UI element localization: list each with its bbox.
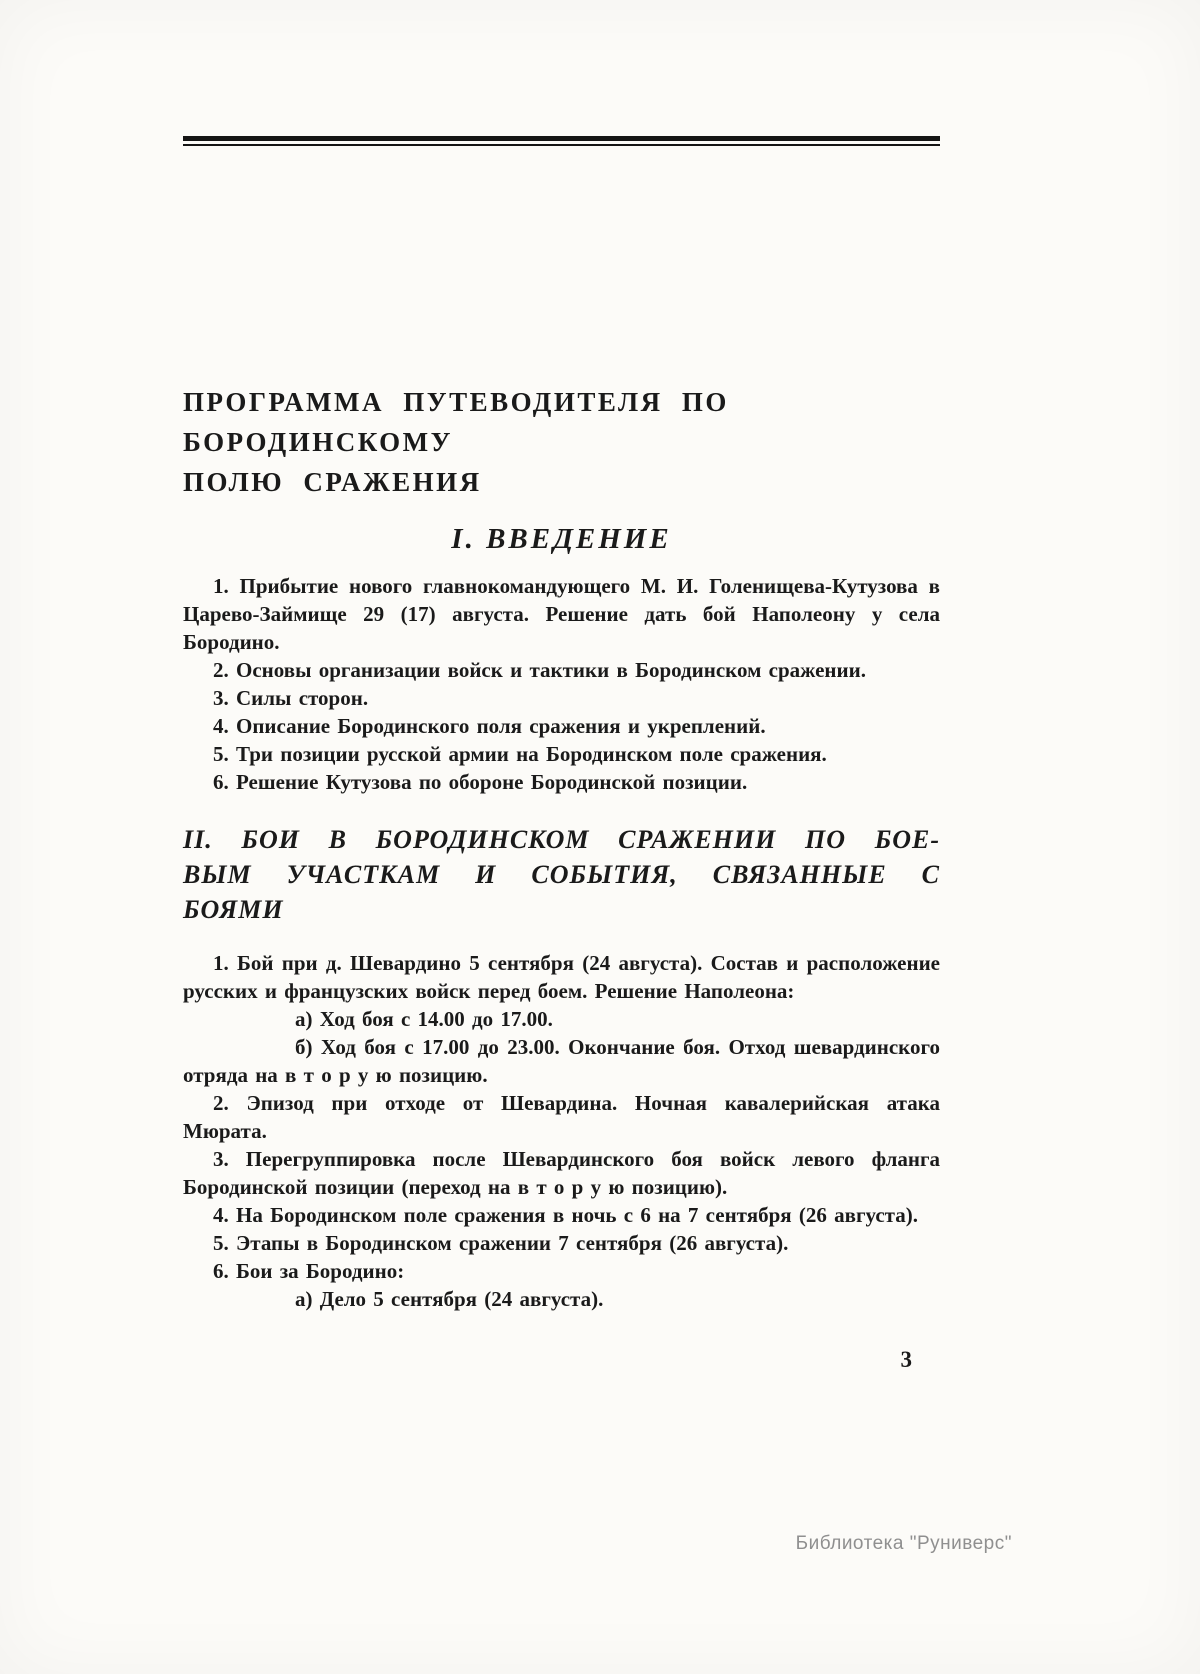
battle-item-3: 3. Перегруппировка после Шевардинского боя войск левого фланга Бородинской позиции (переход на в т о р у ю позицию). xyxy=(183,1147,940,1199)
intro-item-4: 4. Описание Бородинского поля сражения и укреплений. xyxy=(213,714,766,738)
intro-item-5: 5. Три позиции русской армии на Бородинском поле сражения. xyxy=(213,742,827,766)
battle-sub-item-a2: а) Дело 5 сентября (24 августа). xyxy=(295,1287,604,1311)
battle-sub-item-b: б) Ход боя с 17.00 до 23.00. Окончание боя. Отход шевардинского отряда на в т о р у ю позицию. xyxy=(183,1035,940,1087)
page-number: 3 xyxy=(900,1347,912,1372)
battle-item-5: 5. Этапы в Бородинском сражении 7 сентября (26 августа). xyxy=(213,1231,789,1255)
library-watermark: Библиотека "Руниверс" xyxy=(795,1533,1012,1554)
battle-item-6: 6. Бои за Бородино: xyxy=(213,1259,405,1283)
section-2-heading-line-1: II. БОИ В БОРОДИНСКОМ СРАЖЕНИИ ПО БОЕ- xyxy=(183,825,940,854)
battle-item-4: 4. На Бородинском поле сражения в ночь с 6 на 7 сентября (26 августа). xyxy=(213,1203,918,1227)
intro-item-2: 2. Основы организации войск и тактики в Бородинском сражении. xyxy=(213,658,866,682)
book-title-line-1: ПРОГРАММА ПУТЕВОДИТЕЛЯ ПО БОРОДИНСКОМУ xyxy=(183,387,729,457)
book-title xyxy=(183,382,940,502)
battle-sub-item-a: а) Ход боя с 14.00 до 17.00. xyxy=(295,1007,553,1031)
rule-thin-line xyxy=(183,144,940,146)
page-number-row xyxy=(183,1347,940,1373)
intro-item-3: 3. Силы сторон. xyxy=(213,686,369,710)
section-2-heading xyxy=(183,822,940,927)
section-2-body xyxy=(183,949,940,1313)
section-1-body xyxy=(183,572,940,796)
book-title-line-2: ПОЛЮ СРАЖЕНИЯ xyxy=(183,467,482,497)
battle-item-2: 2. Эпизод при отходе от Шевардина. Ночная кавалерийская атака Мюрата. xyxy=(183,1091,940,1143)
battle-item-1: 1. Бой при д. Шевардино 5 сентября (24 августа). Состав и расположение русских и французских войск перед боем. Решение Наполеона: xyxy=(183,951,940,1003)
intro-item-6: 6. Решение Кутузова по обороне Бородинской позиции. xyxy=(213,770,748,794)
double-rule xyxy=(183,136,940,146)
section-2-heading-line-3: БОЯМИ xyxy=(183,895,284,924)
section-2-heading-line-2: ВЫМ УЧАСТКАМ И СОБЫТИЯ, СВЯЗАННЫЕ С xyxy=(183,860,940,889)
intro-item-1: 1. Прибытие нового главнокомандующего М. И. Голенищева-Кутузова в Царево-Займище 29 (17) августа. Решение дать бой Наполеону у села Бородино. xyxy=(183,574,940,654)
section-1-heading: I. ВВЕДЕНИЕ xyxy=(451,523,672,555)
page-content xyxy=(183,136,940,1373)
rule-thick-line xyxy=(183,136,940,141)
